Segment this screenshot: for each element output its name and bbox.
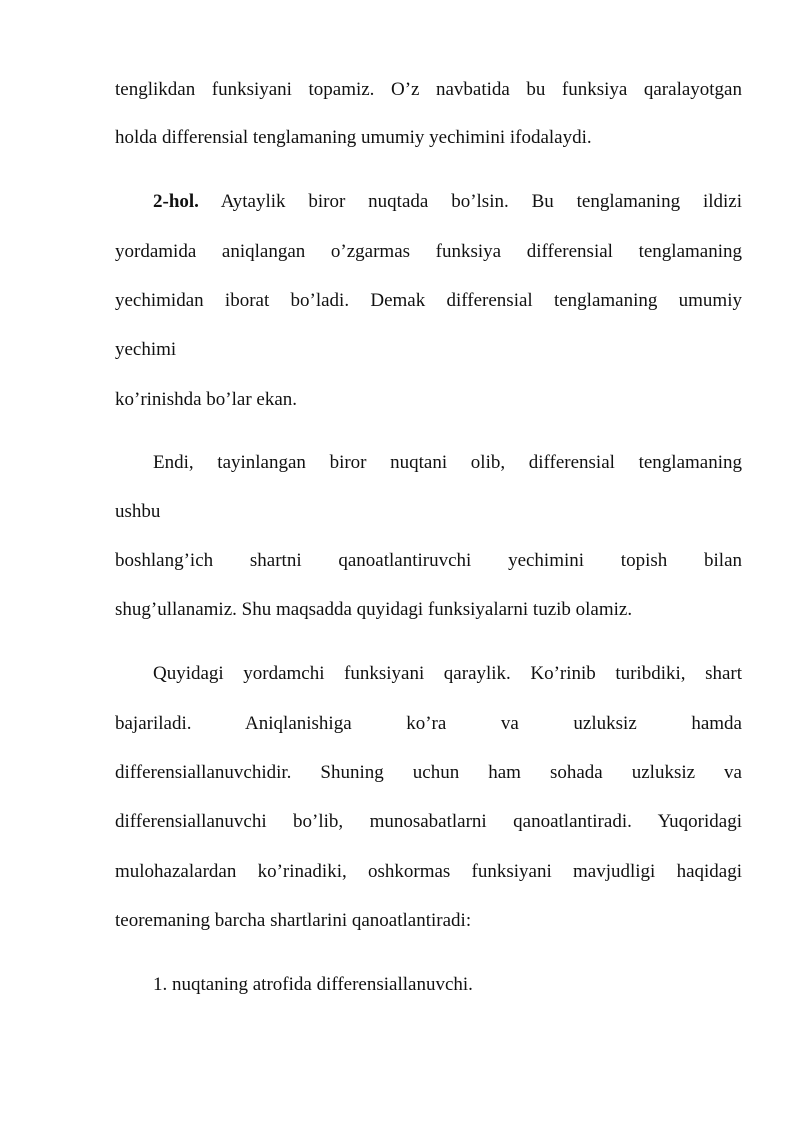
list-item: 1. nuqtaning atrofida differensiallanuvchi. [153,974,473,995]
text-line: tenglikdan funksiyani topamiz. O’z navbatida bu funksiya qaralayotgan [115,79,742,100]
text-line: ko’rinishda bo’lar ekan. [115,389,298,410]
text-line: ushbu [115,501,161,522]
text-line: Endi, tayinlangan biror nuqtani olib, differensial tenglamaning [153,452,742,473]
text-line: differensiallanuvchidir. Shuning uchun ham sohada uzluksiz va [115,762,742,783]
text-line: shug’ullanamiz. Shu maqsadda quyidagi funksiyalarni tuzib olamiz. [115,599,633,620]
text-line: yechimi [115,339,177,360]
text-line: mulohazalardan ko’rinadiki, oshkormas funksiyani mavjudligi haqidagi [115,861,742,882]
case-heading: 2-hol. [153,191,199,212]
text-line: yechimidan iborat bo’ladi. Demak differensial tenglamaning umumiy [115,290,742,311]
text-line [153,190,742,214]
text-line: boshlang’ich shartni qanoatlantiruvchi yechimini topish bilan [115,550,742,571]
text-line: teoremaning barcha shartlarini qanoatlantiradi: [115,910,472,931]
text-span: Aytaylik biror nuqtada bo’lsin. Bu tenglamaning ildizi [198,191,742,212]
text-line: differensiallanuvchi bo’lib, munosabatlarni qanoatlantiradi. Yuqoridagi [115,811,742,832]
text-line: bajariladi. Aniqlanishiga ko’ra va uzluksiz hamda [115,713,742,734]
text-line: holda differensial tenglamaning umumiy yechimini ifodalaydi. [115,127,592,148]
text-line: Quyidagi yordamchi funksiyani qaraylik. Ko’rinib turibdiki, shart [153,663,742,684]
text-line: yordamida aniqlangan o’zgarmas funksiya differensial tenglamaning [115,241,742,262]
